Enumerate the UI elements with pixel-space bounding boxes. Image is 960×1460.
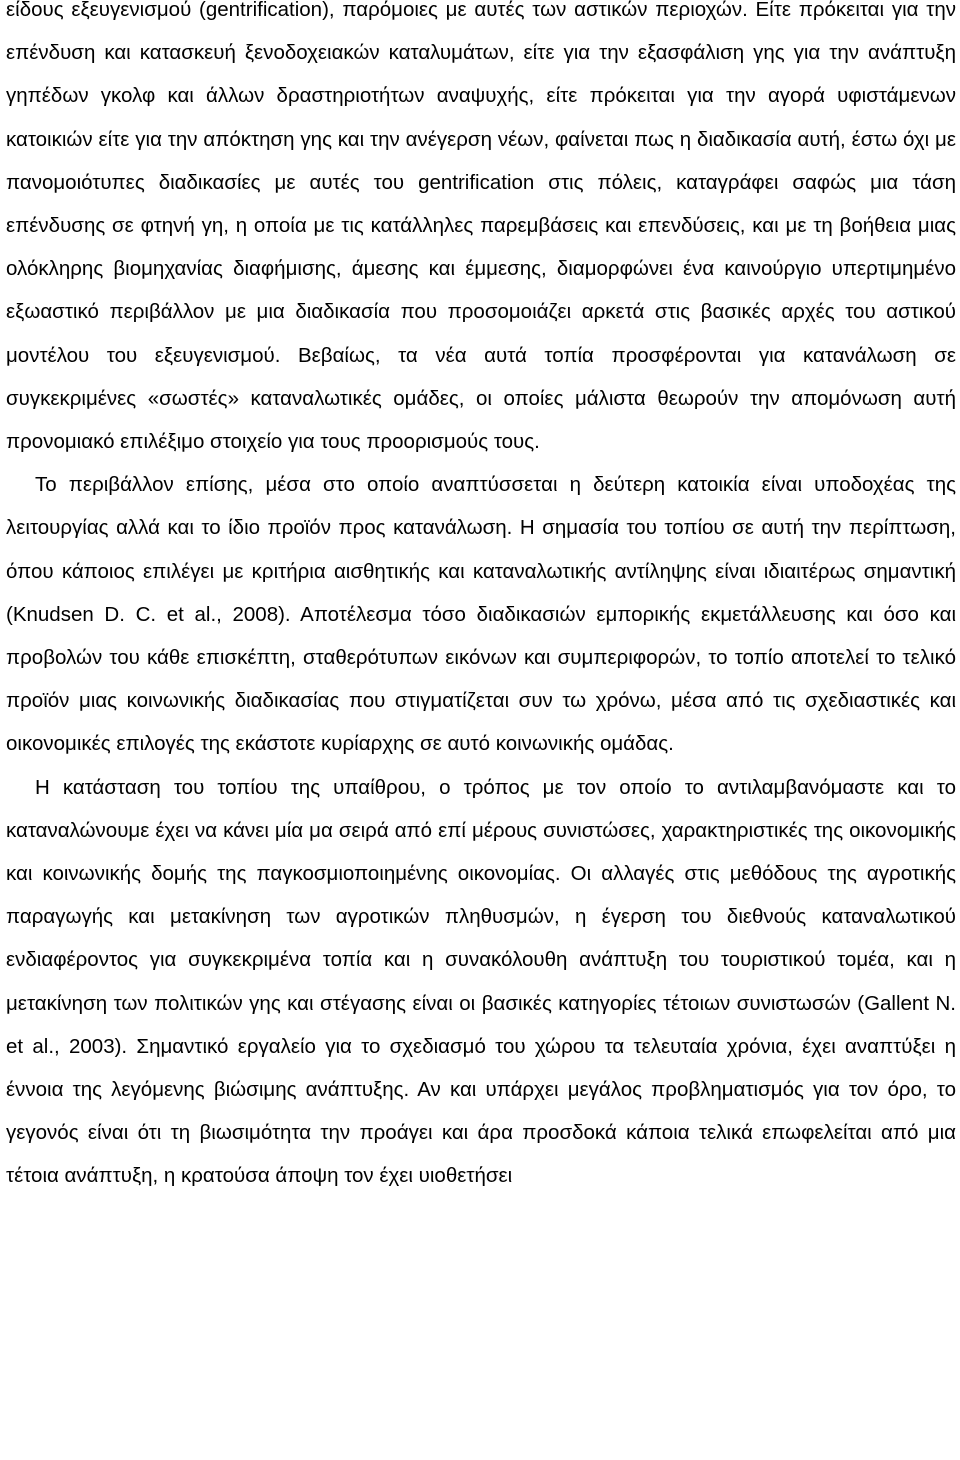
paragraph-landscape-state: Η κατάσταση του τοπίου της υπαίθρου, ο τρόπος με τον οποίο το αντιλαμβανόμαστε και το καταναλώνουμε έχει να κάνει μία μα σειρά από επί μέρους συνιστώσες, χαρακτηριστικές της οικονομικής και κοινωνικής δομής της παγκοσμιοποιημένης οικονομίας. Οι αλλαγές στις μεθόδους της αγροτικής παραγωγής και μετακίνηση των αγροτικών πληθυσμών, η έγερση του διεθνούς καταναλωτικού ενδιαφέροντος για συγκεκριμένα τοπία και η συνακόλουθη ανάπτυξη του τουριστικού τομέα, και η μετακίνηση των πολιτικών γης και στέγασης είναι οι βασικές κατηγορίες τέτοιων συνιστωσών (Gallent N. et al., 2003). Σημαντικό εργαλείο για το σχεδιασμό του χώρου τα τελευταία χρόνια, έχει αναπτύξει η έννοια της λεγόμενης βιώσιμης ανάπτυξης. Αν και υπάρχει μεγάλος προβληματισμός για τον όρο, το γεγονός είναι ότι τη βιωσιμότητα την προάγει και άρα προσδοκά κάποια τελικά επωφελείται από μια τέτοια ανάπτυξη, η κρατούσα άποψη τον έχει υιοθετήσει: [6, 775, 956, 1188]
paragraph-environment: Το περιβάλλον επίσης, μέσα στο οποίο αναπτύσσεται η δεύτερη κατοικία είναι υποδοχέας της λειτουργίας αλλά και το ίδιο προϊόν προς κατανάλωση. Η σημασία του τοπίου σε αυτή την περίπτωση, όπου κάποιος επιλέγει με κριτήρια αισθητικής και καταναλωτικής αντίληψης είναι ιδιαιτέρως σημαντική (Knudsen D. C. et al., 2008). Αποτέλεσμα τόσο διαδικασιών εμπορικής εκμετάλλευσης και όσο και προβολών του κάθε επισκέπτη, σταθερότυπων εικόνων και συμπεριφορών, το τοπίο αποτελεί το τελικό προϊόν μιας κοινωνικής διαδικασίας που στιγματίζεται συν τω χρόνω, μέσα από τις σχεδιαστικές και οικονομικές επιλογές της εκάστοτε κυρίαρχης σε αυτό κοινωνικής ομάδας.: [6, 473, 956, 756]
paragraph-continued: είδους εξευγενισμού (gentrification), παρόμοιες με αυτές των αστικών περιοχών. Είτε πρόκειται για την επένδυση και κατασκευή ξενοδοχειακών καταλυμάτων, είτε για την εξασφάλιση γης για την ανάπτυξη γηπέδων γκολφ και άλλων δραστηριοτήτων αναψυχής, είτε πρόκειται για την αγορά υφιστάμενων κατοικιών είτε για την απόκτηση γης και την ανέγερση νέων, φαίνεται πως η διαδικασία αυτή, έστω όχι με πανομοιότυπες διαδικασίες με αυτές του gentrification στις πόλεις, καταγράφει σαφώς μια τάση επένδυσης σε φτηνή γη, η οποία με τις κατάλληλες παρεμβάσεις και επενδύσεις, και με τη βοήθεια μιας ολόκληρης βιομηχανίας διαφήμισης, άμεσης και έμμεσης, διαμορφώνει ένα καινούργιο υπερτιμημένο εξωαστικό περιβάλλον με μια διαδικασία που προσομοιάζει αρκετά στις βασικές αρχές του αστικού μοντέλου του εξευγενισμού. Βεβαίως, τα νέα αυτά τοπία προσφέρονται για κατανάλωση σε συγκεκριμένες «σωστές» καταναλωτικές ομάδες, οι οποίες μάλιστα θεωρούν την απομόνωση αυτή προνομιακό επιλέξιμο στοιχείο για τους προορισμούς τους.: [6, 0, 956, 454]
